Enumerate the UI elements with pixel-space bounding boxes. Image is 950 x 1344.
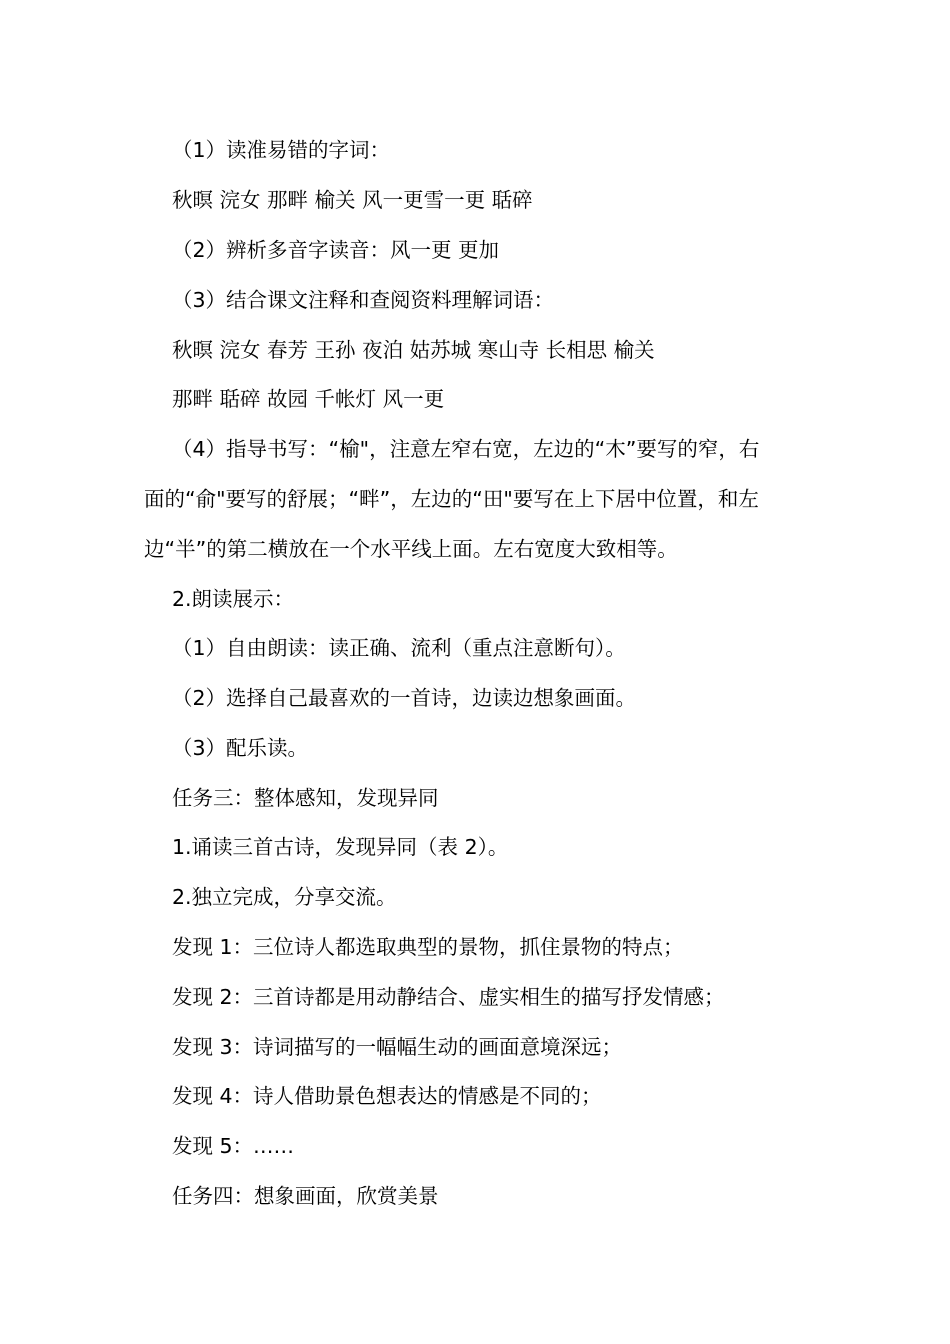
para-music-reading: （3）配乐读。 [172, 736, 309, 760]
task-four-heading: 任务四：想象画面，欣赏美景 [172, 1184, 439, 1208]
word-list-3: 那畔 聒碎 故园 千帐灯 风一更 [172, 387, 445, 411]
para-understand-words: （3）结合课文注释和查阅资料理解词语： [172, 288, 555, 312]
para-read-characters: （1）读准易错的字词： [172, 138, 391, 162]
finding-1: 发现 1：三位诗人都选取典型的景物，抓住景物的特点； [172, 935, 684, 959]
task-three-heading: 任务三：整体感知，发现异同 [172, 786, 439, 810]
para-share: 2.独立完成，分享交流。 [172, 885, 397, 909]
finding-4: 发现 4：诗人借助景色想表达的情感是不同的； [172, 1084, 602, 1108]
word-list-2: 秋暝 浣女 春芳 王孙 夜泊 姑苏城 寒山寺 长相思 榆关 [172, 338, 655, 362]
para-recite-three-poems: 1.诵读三首古诗，发现异同（表 2）。 [172, 835, 509, 859]
finding-3: 发现 3：诗词描写的一幅幅生动的画面意境深远； [172, 1035, 623, 1059]
para-writing-guide-1: （4）指导书写：“榆"，注意左窄右宽，左边的“木”要写的窄，右 [172, 437, 760, 461]
para-free-reading: （1）自由朗读：读正确、流利（重点注意断句）。 [172, 636, 626, 660]
finding-5: 发现 5：…… [172, 1134, 295, 1158]
para-writing-guide-2: 面的“俞"要写的舒展；“畔”，左边的“田"要写在上下居中位置，和左 [144, 487, 759, 511]
para-favorite-poem: （2）选择自己最喜欢的一首诗，边读边想象画面。 [172, 686, 637, 710]
para-polyphonic: （2）辨析多音字读音：风一更 更加 [172, 238, 500, 262]
finding-2: 发现 2：三首诗都是用动静结合、虚实相生的描写抒发情感； [172, 985, 725, 1009]
para-reading-show: 2.朗读展示： [172, 587, 295, 611]
para-writing-guide-3: 边“半”的第二横放在一个水平线上面。左右宽度大致相等。 [144, 537, 678, 561]
word-list-1: 秋暝 浣女 那畔 榆关 风一更雪一更 聒碎 [172, 188, 533, 212]
